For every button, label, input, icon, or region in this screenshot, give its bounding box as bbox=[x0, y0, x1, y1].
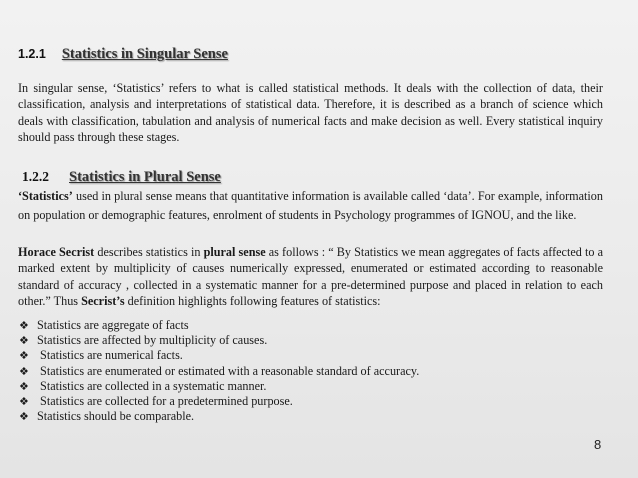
author-name: Horace Secrist bbox=[18, 245, 95, 259]
secrist-definition-paragraph bbox=[18, 244, 603, 310]
diamond-bullet-icon: ❖ bbox=[19, 349, 29, 363]
diamond-bullet-icon: ❖ bbox=[19, 334, 29, 348]
section-number: 1.2.2 bbox=[22, 169, 49, 184]
section-heading-plural bbox=[22, 168, 221, 186]
diamond-bullet-icon: ❖ bbox=[19, 379, 29, 393]
list-item: ❖ Statistics are collected for a predetermined purpose. bbox=[19, 394, 293, 409]
page-number: 8 bbox=[594, 437, 602, 452]
definition-text: as follows : “ By Statistics we mean aggregates of facts affected to a marked extent by multiplicity of causes numerically expressed, enumerated or estimated according to reasonable standard of accuracy , collected in a systematic manner for a pre-determined purpose and placed in relation to each other.” Thus bbox=[18, 245, 603, 309]
singular-sense-paragraph: In singular sense, ‘Statistics’ refers to what is called statistical methods. It deals with the collection of data, their classification, analysis and interpretations of statistical data. Therefore, it is described as a branch of science which deals with classification, tabulation and analysis of numerical facts and make decision as well. Every statistical inquiry should pass through these stages. bbox=[18, 81, 603, 145]
plural-sense-text: used in plural sense means that quantitative information is available called ‘data’. For example, information on population or demographic features, enrolment of students in Psychology programmes of IGNOU, and the like. bbox=[18, 189, 603, 222]
features-list bbox=[18, 318, 578, 424]
list-item: ❖ Statistics are affected by multiplicity of causes. bbox=[19, 333, 268, 348]
diamond-bullet-icon: ❖ bbox=[19, 364, 29, 378]
section-title: Statistics in Singular Sense bbox=[61, 46, 228, 62]
definition-text: describes statistics in bbox=[94, 245, 204, 259]
definition-text: definition highlights following features of statistics: bbox=[124, 294, 381, 309]
diamond-bullet-icon: ❖ bbox=[19, 410, 29, 424]
plural-sense-emphasis: plural sense bbox=[203, 245, 266, 259]
section-heading-singular bbox=[18, 45, 228, 63]
list-item: ❖ Statistics are numerical facts. bbox=[19, 348, 183, 363]
list-item: ❖ Statistics are aggregate of facts bbox=[19, 318, 189, 332]
section-title: Statistics in Plural Sense bbox=[69, 169, 221, 185]
plural-sense-paragraph bbox=[18, 187, 603, 224]
section-number: 1.2.1 bbox=[18, 47, 46, 61]
list-item: ❖ Statistics should be comparable. bbox=[19, 409, 195, 424]
author-possessive: Secrist’s bbox=[81, 294, 125, 309]
diamond-bullet-icon: ❖ bbox=[19, 319, 29, 332]
term-statistics: ‘Statistics’ bbox=[18, 189, 73, 203]
list-item: ❖ Statistics are collected in a systematic manner. bbox=[19, 378, 267, 393]
list-item: ❖ Statistics are enumerated or estimated with a reasonable standard of accuracy. bbox=[19, 363, 420, 378]
diamond-bullet-icon: ❖ bbox=[19, 395, 29, 409]
